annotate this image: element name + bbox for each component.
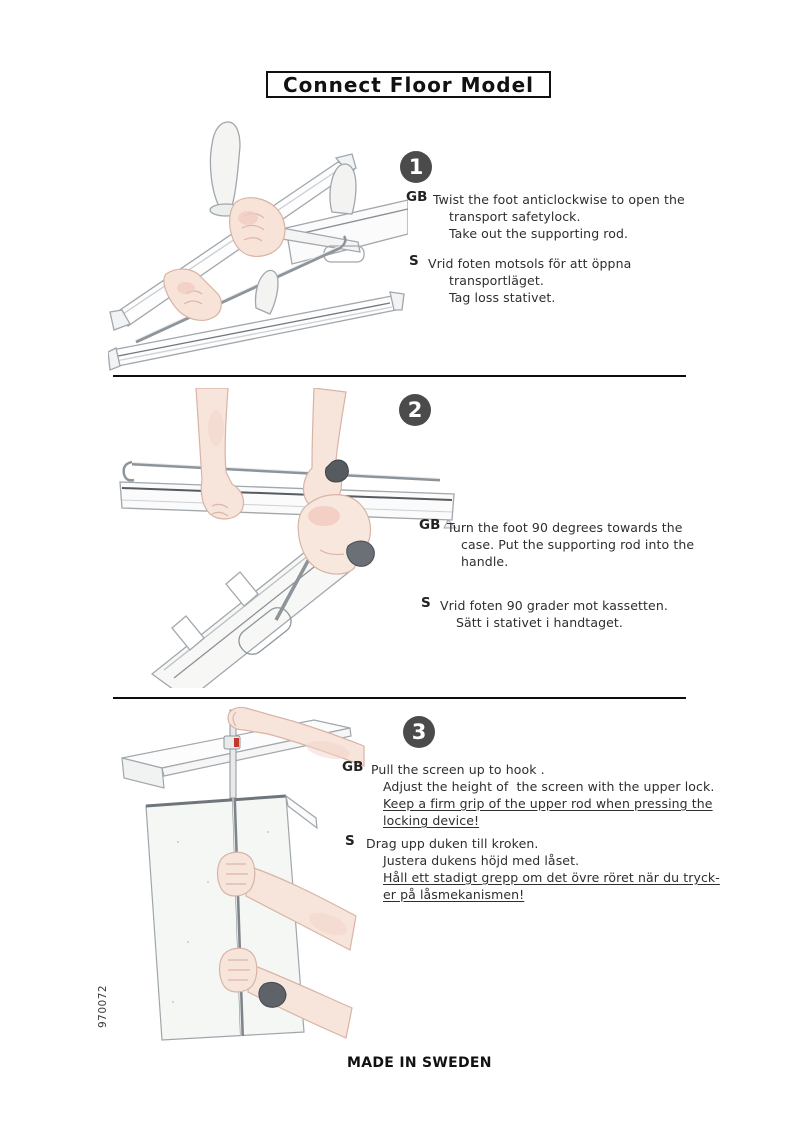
section-divider-2	[113, 697, 686, 699]
step-1-s-line-1: Vrid foten motsols för att öppna	[428, 256, 632, 271]
step-3-badge: 3	[403, 716, 435, 748]
made-in-sweden-label: MADE IN SWEDEN	[347, 1055, 492, 1071]
step-2-gb-line-2: case. Put the supporting rod into the	[461, 537, 695, 552]
step-3-s-line-4-warning: er på låsmekanismen!	[383, 887, 525, 902]
step-2-gb-line-3: handle.	[461, 554, 509, 569]
step-3-s-line-2: Justera dukens höjd med låset.	[383, 853, 580, 868]
step-1-s-label: S	[409, 253, 419, 269]
illustration-step-2-turn-foot	[108, 388, 468, 688]
step-3-gb-line-3-warning: Keep a firm grip of the upper rod when pressing the	[383, 796, 713, 811]
illustration-step-3-pull-screen	[118, 702, 368, 1042]
step-1-s-line-3: Tag loss stativet.	[449, 290, 556, 305]
step-3-gb-line-2: Adjust the height of the screen with the upper lock.	[383, 779, 715, 794]
step-3-gb-line-4-warning: locking device!	[383, 813, 480, 828]
step-3-gb-label: GB	[342, 759, 364, 775]
page-title: Connect Floor Model	[282, 72, 535, 97]
step-3-s-line-1: Drag upp duken till kroken.	[366, 836, 539, 851]
step-1-badge: 1	[400, 151, 432, 183]
step-1-s-line-2: transportläget.	[449, 273, 544, 288]
step-2-gb-line-1: Turn the foot 90 degrees towards the	[447, 520, 683, 535]
step-3-s-line-3-warning: Håll ett stadigt grepp om det övre röret när du tryck-	[383, 870, 720, 885]
illustration-step-1-unlock-case	[108, 106, 408, 374]
step-2-gb-label: GB	[419, 517, 441, 533]
page-title-box	[266, 71, 551, 98]
step-2-s-line-2: Sätt i stativet i handtaget.	[456, 615, 623, 630]
step-2-s-line-1: Vrid foten 90 grader mot kassetten.	[440, 598, 668, 613]
step-3-gb-line-1: Pull the screen up to hook .	[371, 762, 545, 777]
step-3-s-label: S	[345, 833, 355, 849]
step-2-badge: 2	[399, 394, 431, 426]
step-1-gb-line-3: Take out the supporting rod.	[449, 226, 629, 241]
step-1-gb-line-1: Twist the foot anticlockwise to open the	[433, 192, 685, 207]
section-divider-1	[113, 375, 686, 377]
product-code: 970072	[97, 984, 109, 1028]
step-1-gb-label: GB	[406, 189, 428, 205]
step-1-gb-line-2: transport safetylock.	[449, 209, 581, 224]
step-2-s-label: S	[421, 595, 431, 611]
